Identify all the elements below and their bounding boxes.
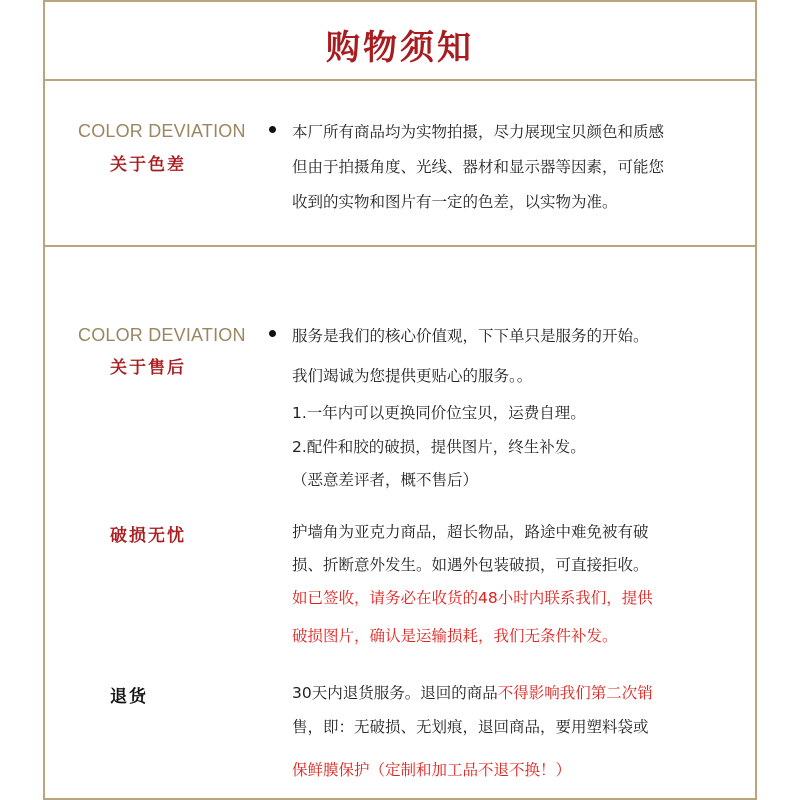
- color-deviation-label-cn: 关于色差: [110, 155, 186, 175]
- after-sales-line-4: 2.配件和胶的破损，提供图片，终生补发。: [292, 438, 586, 456]
- damage-line-2: 损、折断意外发生。如遇外包装破损，可直接拒收。: [292, 556, 649, 574]
- after-sales-label-en: COLOR DEVIATION: [78, 325, 246, 345]
- damage-label-cn: 破损无忧: [110, 526, 186, 546]
- title-divider: [43, 79, 757, 81]
- bullet-icon: [269, 126, 276, 133]
- after-sales-line-2: 我们竭诚为您提供更贴心的服务。。: [292, 367, 533, 385]
- bullet-icon: [269, 330, 276, 337]
- after-sales-line-1: 服务是我们的核心价值观，下下单只是服务的开始。: [292, 327, 649, 345]
- returns-line-1-red: 不得影响我们第二次销: [497, 684, 653, 702]
- color-deviation-line-3: 收到的实物和图片有一定的色差，以实物为准。: [292, 193, 618, 211]
- after-sales-label-cn: 关于售后: [110, 358, 186, 378]
- returns-line-1-black: 30天内退货服务。退回的商品: [292, 684, 498, 702]
- damage-red-line-2: 破损图片，确认是运输损耗，我们无条件补发。: [292, 627, 618, 645]
- returns-label-cn: 退货: [110, 687, 148, 707]
- after-sales-line-3: 1.一年内可以更换同价位宝贝，运费自理。: [292, 404, 586, 422]
- color-deviation-label-en: COLOR DEVIATION: [78, 121, 246, 141]
- color-deviation-line-2: 但由于拍摄角度、光线、器材和显示器等因素，可能您: [292, 158, 665, 176]
- damage-line-1: 护墙角为亚克力商品，超长物品，路途中难免被有破: [292, 523, 649, 541]
- returns-line-3: 保鲜膜保护（定制和加工品不退不换！）: [292, 761, 572, 779]
- after-sales-line-5: （恶意差评者，概不售后）: [292, 471, 479, 489]
- color-deviation-line-1: 本厂所有商品均为实物拍摄，尽力展现宝贝颜色和质感: [292, 123, 665, 141]
- returns-line-2: 售，即：无破损、无划痕，退回商品，要用塑料袋或: [292, 718, 649, 736]
- section-divider: [43, 245, 757, 247]
- damage-red-line-1: 如已签收，请务必在收货的48小时内联系我们，提供: [292, 589, 653, 607]
- returns-line-1: [292, 681, 653, 703]
- page-title: 购物须知: [326, 28, 474, 68]
- top-divider: [43, 0, 757, 2]
